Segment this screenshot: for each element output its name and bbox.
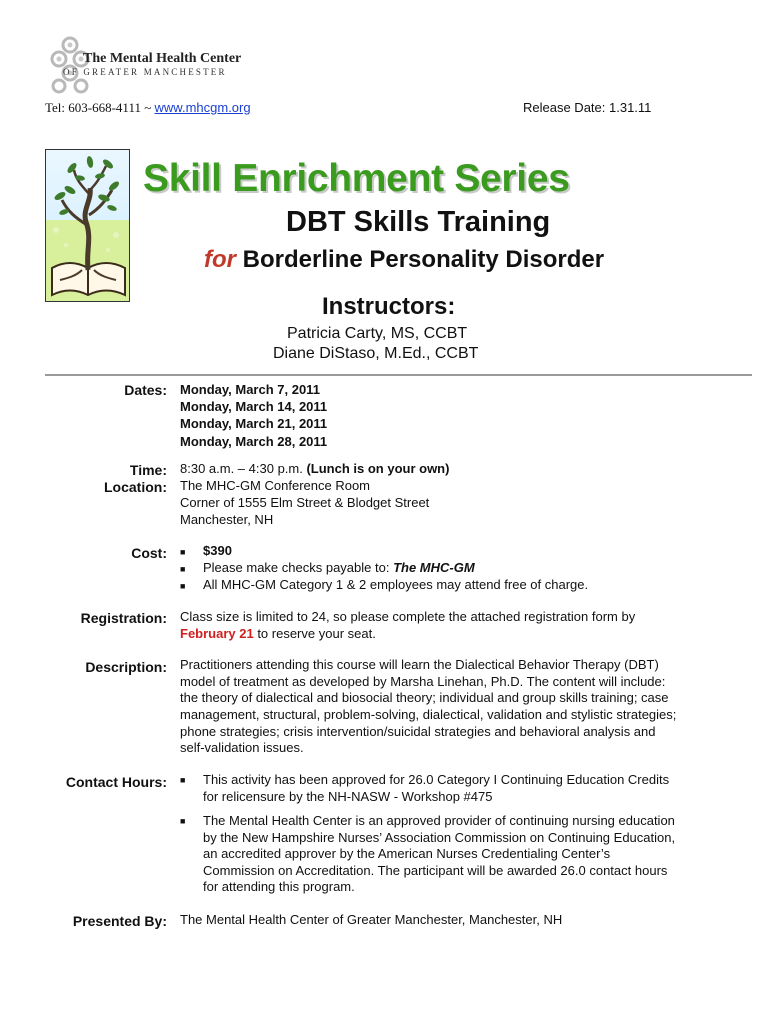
- location-line: Manchester, NH: [180, 512, 274, 527]
- course-title: DBT Skills Training: [286, 206, 551, 238]
- presented-by-label: Presented By:: [72, 913, 167, 929]
- bullet-icon: ■: [180, 581, 186, 591]
- location-label: Location:: [104, 479, 167, 495]
- series-title: Skill Enrichment Series: [143, 157, 570, 200]
- cost-label: Cost:: [131, 545, 167, 561]
- time-range: 8:30 a.m. – 4:30 p.m.: [180, 461, 307, 476]
- description-line: self-validation issues.: [180, 740, 304, 755]
- date-item: Monday, March 7, 2011: [180, 382, 320, 397]
- bullet-icon: ■: [180, 816, 186, 826]
- time-label: Time:: [129, 462, 167, 478]
- logo-org-name: The Mental Health Center: [83, 51, 242, 66]
- condition-name: Borderline Personality Disorder: [236, 246, 605, 273]
- release-date: Release Date: 1.31.11: [523, 100, 652, 115]
- description-line: model of treatment as developed by Marsha Linehan, Ph.D. The content will include:: [180, 674, 666, 689]
- contact-line: for relicensure by the NH-NASW - Workshop #475: [203, 789, 493, 804]
- registration-rest: to reserve your seat.: [253, 626, 376, 641]
- date-item: Monday, March 21, 2011: [180, 416, 328, 431]
- contact-line: The Mental Health Center is an approved provider of continuing nursing education: [203, 813, 675, 828]
- registration-line: [180, 626, 376, 643]
- lunch-note: (Lunch is on your own): [306, 461, 450, 476]
- contact-line: an accredited approver by the American Nurses Credentialing Center’s: [203, 846, 611, 861]
- website-link[interactable]: www.mhcgm.org: [154, 100, 251, 115]
- cost-free-note: All MHC-GM Category 1 & 2 employees may attend free of charge.: [203, 577, 589, 592]
- description-label: Description:: [85, 659, 167, 675]
- description-line: the theory of dialectical and biosocial theory; individual and group skills training; case: [180, 690, 669, 705]
- bullet-icon: ■: [180, 564, 186, 574]
- description-line: phone strategies; crisis intervention/suicidal strategies and behavioral analysis and: [180, 724, 656, 739]
- time-value: [180, 461, 449, 478]
- instructors-heading: Instructors:: [322, 293, 456, 320]
- contact-line: [45, 100, 251, 116]
- dates-label: Dates:: [124, 382, 167, 398]
- contact-hours-label: Contact Hours:: [65, 774, 167, 790]
- cost-price: $390: [203, 543, 232, 558]
- section-divider: [45, 374, 752, 376]
- date-item: Monday, March 14, 2011: [180, 399, 328, 414]
- location-line: Corner of 1555 Elm Street & Blodget Street: [180, 495, 430, 510]
- description-line: management, structural, problem-solving, dialectical, validation and stylistic strategies;: [180, 707, 677, 722]
- contact-line: This activity has been approved for 26.0 Category I Continuing Education Credits: [203, 772, 670, 787]
- logo-org-subtitle: OF GREATER MANCHESTER: [63, 67, 227, 77]
- registration-deadline: February 21: [180, 626, 254, 641]
- payee-name: The MHC-GM: [393, 560, 475, 575]
- tree-icon: [46, 150, 130, 302]
- registration-line: Class size is limited to 24, so please complete the attached registration form by: [180, 609, 636, 624]
- for-word: for: [204, 246, 236, 273]
- course-subtitle: [204, 246, 604, 274]
- instructor-name: Patricia Carty, MS, CCBT: [287, 325, 468, 342]
- contact-line: Commission on Accreditation. The participant will be awarded 26.0 contact hours: [203, 863, 668, 878]
- contact-line: by the New Hampshire Nurses’ Association Commission on Continuing Education,: [203, 830, 676, 845]
- checks-instruction: Please make checks payable to:: [203, 560, 394, 575]
- location-line: The MHC-GM Conference Room: [180, 478, 370, 493]
- telephone: Tel: 603-668-4111 ~: [45, 100, 155, 115]
- bullet-icon: ■: [180, 547, 186, 557]
- instructor-name: Diane DiStaso, M.Ed., CCBT: [273, 345, 479, 362]
- description-line: Practitioners attending this course will learn the Dialectical Behavior Therapy (DBT): [180, 657, 659, 672]
- bullet-icon: ■: [180, 775, 186, 785]
- cost-checks: [203, 560, 475, 577]
- presented-by-value: The Mental Health Center of Greater Manchester, Manchester, NH: [180, 912, 563, 927]
- tree-book-illustration: [45, 149, 130, 302]
- date-item: Monday, March 28, 2011: [180, 434, 328, 449]
- contact-line: for attending this program.: [203, 879, 355, 894]
- registration-label: Registration:: [80, 610, 167, 626]
